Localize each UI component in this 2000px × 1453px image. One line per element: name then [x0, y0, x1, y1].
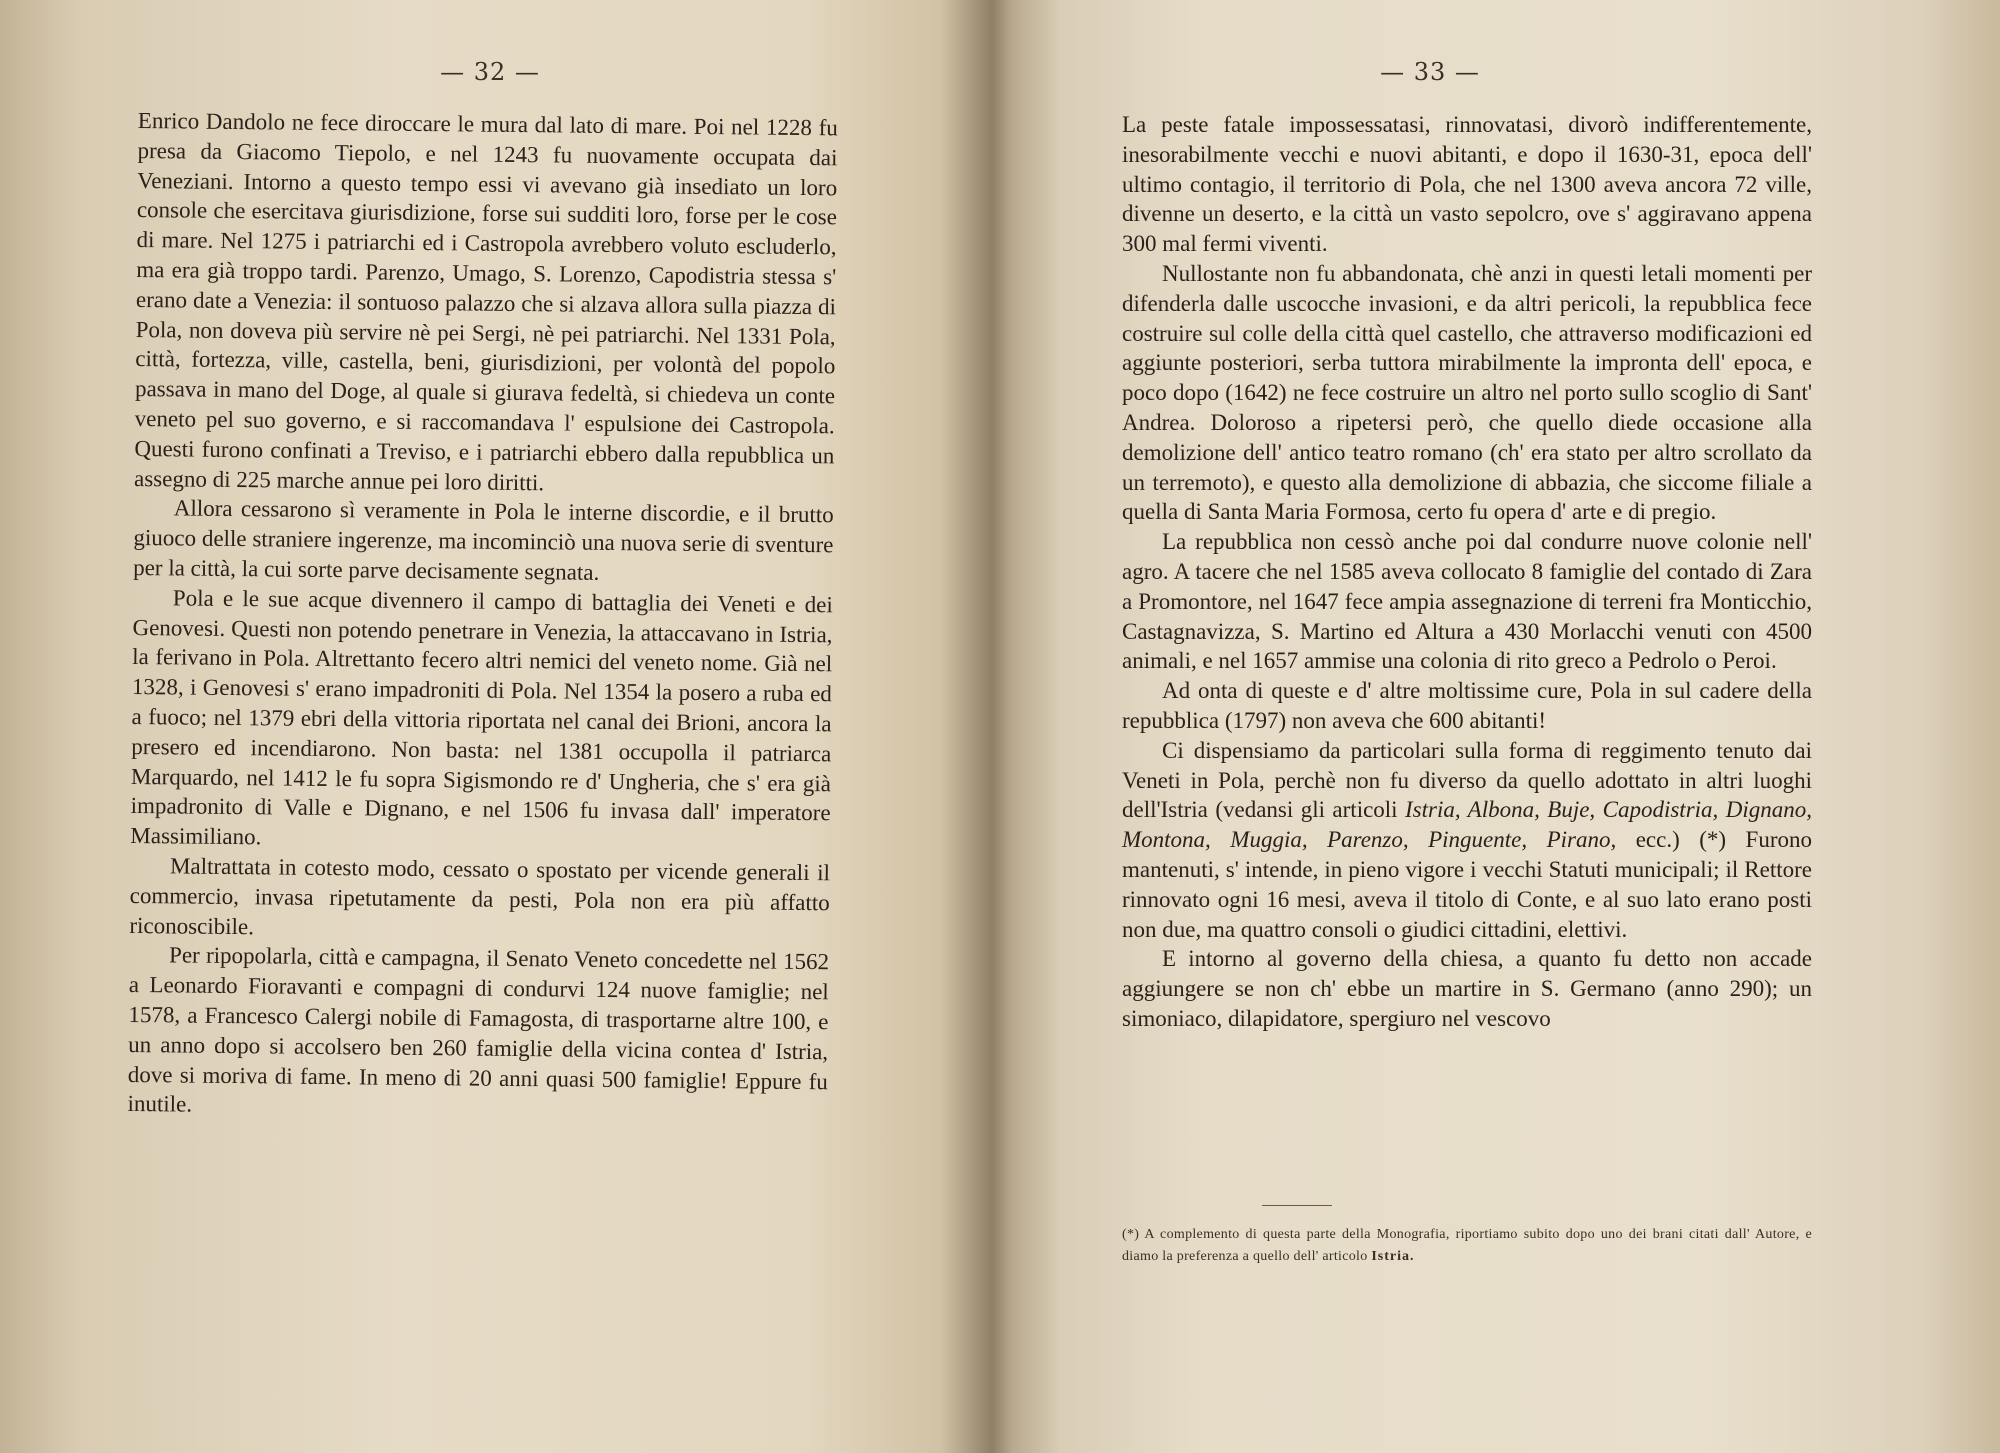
paragraph: Enrico Dandolo ne fece diroccare le mura dal lato di mare. Poi nel 1228 fu presa da Giacomo Tiepolo, e nel 1243 fu nuovamente occupata dai Veneziani. Intorno a questo tempo essi vi avevano già insediato un loro console che esercitava giurisdizione, forse sui sudditi loro, forse per le cose di mare. Nel 1275 i patriarchi ed i Castropola avrebbero voluto escluderlo, ma era già troppo tardi. Parenzo, Umago, S. Lorenzo, Capodistria stessa s' erano date a Venezia: il sontuoso palazzo che si alzava allora sulla piazza di Pola, non doveva più servire nè pei Sergi, nè pei patriarchi. Nel 1331 Pola, città, fortezza, ville, castella, beni, giurisdizioni, per volontà del popolo passava in mano del Doge, al quale si giurava fedeltà, si chiedeva un conte veneto pel suo governo, e si raccomandava l' espulsione dei Castropola. Questi furono confinati a Treviso, e i patriarchi ebbero dalla repubblica un assegno di 225 marche annue pei loro diritti. [133, 107, 838, 495]
page-body [1122, 110, 1812, 1034]
footnote [1122, 1224, 1812, 1268]
paragraph-text: ecc.) (*) Furono mantenuti, s' intende, in pieno vigore i vecchi Statuti municipali; il Rettore rinnovato ogni 16 mesi, aveva il titolo di Conte, e al suo lato erano posti non due, ma quattro consoli o giudici cittadini, elettivi. [1122, 827, 1812, 942]
footnote-text: (*) A complemento di questa parte della Monografia, riportiamo subito dopo uno dei brani citati dall' Autore, e diamo la preferenza a quello dell' articolo [1122, 1227, 1812, 1264]
paragraph-text: Ci dispensiamo da particolari sulla forma di reggimento tenuto dai Veneti in Pola, perchè non fu diverso da quello adottato in altri luoghi dell'Istria (vedansi gli articoli [1122, 737, 1812, 823]
paragraph: Nullostante non fu abbandonata, chè anzi in questi letali momenti per difenderla dalle uscocche invasioni, e da altri pericoli, la repubblica fece costruire sul colle della città quel castello, che attraverso modificazioni ed aggiunte posteriori, serba tuttora mirabilmente la impronta dell' epoca, e poco dopo (1642) ne fece costruire un altro nel porto sullo scoglio di Sant' Andrea. Doloroso a ripetersi però, che quello diede occasione alla demolizione dell' antico teatro romano (ch' era stato per altro scrollato da un terremoto), e questo alla demolizione di abbazia, che siccome filiale a quella di Santa Maria Formosa, certo fu opera d' arte e di pregio. [1122, 260, 1812, 525]
footnote-rule [1262, 1205, 1332, 1206]
paragraph: Pola e le sue acque divennero il campo di battaglia dei Veneti e dei Genovesi. Questi non potendo penetrare in Venezia, la attaccavano in Istria, la ferivano in Pola. Altrettanto fecero altri nemici del veneto nome. Già nel 1328, i Genovesi s' erano impadroniti di Pola. Nel 1354 la posero a ruba ed a fuoco; nel 1379 ebri della vittoria riportata nel canal dei Brioni, ancora la presero ed incendiarono. Non basta: nel 1381 occupolla il patriarca Marquardo, nel 1412 le fu sopra Sigismondo re d' Ungheria, che s' era già impadronito di Valle e Dignano, e nel 1506 fu invasa dall' imperatore Massimiliano. [130, 585, 833, 850]
right-page [980, 0, 2000, 1453]
page-number: — 32 — [440, 58, 540, 86]
paragraph: E intorno al governo della chiesa, a quanto fu detto non accade aggiungere se non ch' ebbe un martire in S. Germano (anno 290); un simoniaco, dilapidatore, spergiuro nel vescovo [1122, 946, 1812, 1031]
footnote-bold: Istria. [1371, 1249, 1415, 1264]
page-body [127, 106, 838, 1126]
paragraph: Allora cessarono sì veramente in Pola le interne discordie, e il brutto giuoco delle straniere ingerenze, ma incominciò una nuova serie di sventure per la città, la cui sorte parve decisamente segnata. [133, 495, 834, 585]
paragraph [1122, 736, 1812, 945]
paragraph: La repubblica non cessò anche poi dal condurre nuove colonie nell' agro. A tacere che nel 1585 aveva collocato 8 famiglie del contado di Zara a Promontore, nel 1647 fece ampia assegnazione di terreni fra Monticchio, Castagnavizza, S. Martino ed Altura a 430 Morlacchi venuti con 4500 animali, e nel 1657 ammise una colonia di rito greco a Pedrolo o Peroi. [1122, 529, 1812, 674]
italic-article-list: Istria, Albona, Buje, Capodistria, Dignano, Montona, Muggia, Parenzo, Pinguente, Pirano, [1122, 797, 1812, 853]
paragraph: Per ripopolarla, città e campagna, il Senato Veneto concedette nel 1562 a Leonardo Fioravanti e compagni di condurvi 124 nuove famiglie; nel 1578, a Francesco Calergi nobile di Famagosta, di trasportarne altre 100, e un anno dopo si accolsero ben 260 famiglie della vicina contea d' Istria, dove si moriva di fame. In meno di 20 anni quasi 500 famiglie! Eppure fu inutile. [127, 942, 830, 1117]
paragraph: La peste fatale impossessatasi, rinnovatasi, divorò indifferentemente, inesorabilmente vecchi e nuovi abitanti, e dopo il 1630-31, epoca dell' ultimo contagio, il territorio di Pola, che nel 1300 aveva ancora 72 ville, divenne un deserto, e la città un vasto sepolcro, ove s' aggiravano appena 300 mal fermi viventi. [1122, 112, 1812, 257]
paragraph: Maltrattata in cotesto modo, cessato o spostato per vicende generali il commercio, invasa ripetutamente da pesti, Pola non era più affatto riconoscibile. [129, 853, 831, 939]
page-number: — 33 — [1380, 58, 1480, 86]
paragraph: Ad onta di queste e d' altre moltissime cure, Pola in sul cadere della repubblica (1797) non aveva che 600 abitanti! [1122, 678, 1812, 733]
left-page [0, 0, 980, 1453]
